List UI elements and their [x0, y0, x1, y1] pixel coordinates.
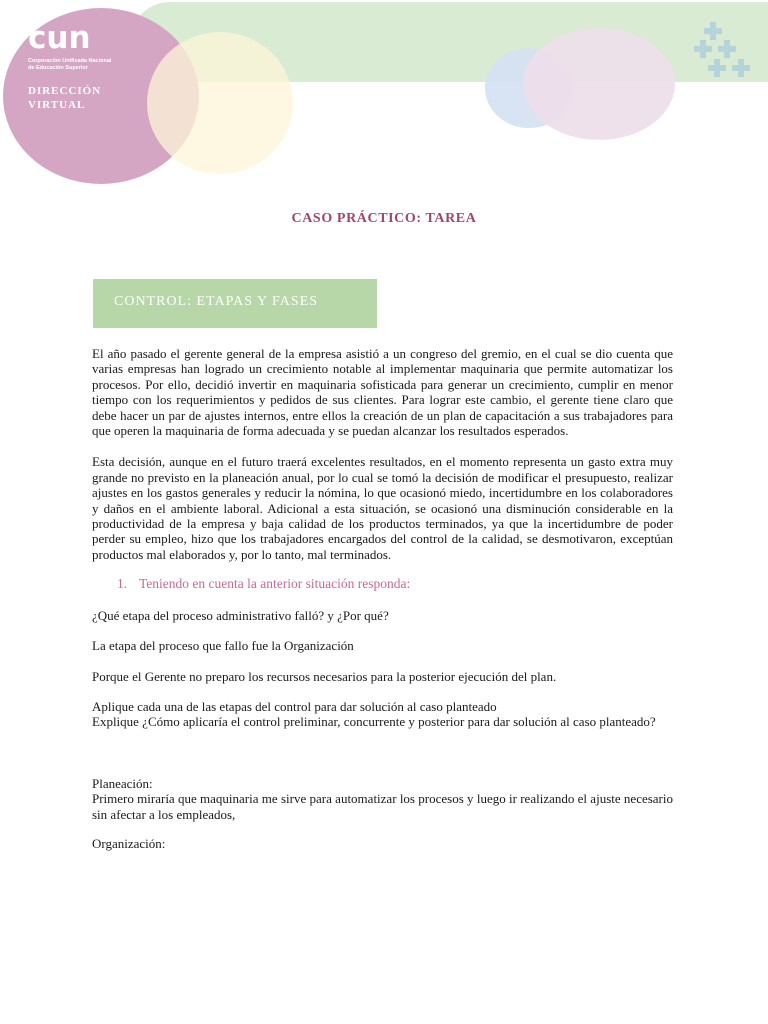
cun-logo — [28, 22, 138, 72]
department-line-1: DIRECCIÓN — [28, 85, 102, 97]
decorative-yellow-circle — [147, 32, 293, 174]
question-text: Teniendo en cuenta la anterior situación responda: — [139, 576, 411, 592]
question-3: Explique ¿Cómo aplicaría el control preliminar, concurrente y posterior para dar solución al caso planteado? — [92, 714, 656, 730]
document-body — [92, 346, 673, 851]
question-1: ¿Qué etapa del proceso administrativo falló? y ¿Por qué? — [92, 607, 389, 623]
plus-pattern-icon — [692, 20, 756, 82]
question-item — [117, 576, 673, 591]
case-paragraph-2: Esta decisión, aunque en el futuro traerá excelentes resultados, en el momento representa un gasto extra muy grande no previsto en la planeación anual, por lo cual se tomó la decisión de modificar el presupuesto, realizar ajustes en los gastos generales y reducir la nómina, lo que ocasionó miedo, incertidumbre en los colaboradores y daños en el ambiente laboral. Adicional a esta situación, se ocasionó una disminución considerable en la productividad de la empresa y baja calidad de los productos terminados, ya que la incertidumbre de poder perder su empleo, hizo que los trabajadores encargados del control de la calidad, se desmotivaron, exceptúan productos mal elaborados y, por lo tanto, mal terminados. — [92, 454, 673, 562]
answer-2: Porque el Gerente no preparo los recursos necesarios para la posterior ejecución del plan. — [92, 668, 557, 684]
cun-logo-mark — [28, 22, 128, 56]
section-heading: CONTROL: ETAPAS Y FASES — [93, 279, 377, 328]
logo-caption-line-1: Corporación Unificada Nacional — [28, 58, 112, 64]
logo-caption-line-2: de Educación Superior — [28, 65, 88, 71]
case-paragraph-1: El año pasado el gerente general de la empresa asistió a un congreso del gremio, en el cual se dio cuenta que varias empresas han logrado un crecimiento notable al implementar maquinaria que permite automatizar los procesos. Por ello, decidió invertir en maquinaria sofisticada para generar un crecimiento, cumplir en menor tiempo con los requerimientos y pedidos de sus clientes. Para lograr este cambio, el gerente tiene claro que debe hacer un par de ajustes internos, entre ellos la creación de un plan de capacitación a sus trabajadores para que operen la maquinaria de forma adecuada y se puedan alcanzar los resultados esperados. — [92, 346, 673, 439]
question-2: Aplique cada una de las etapas del control para dar solución al caso planteado — [92, 698, 497, 714]
planeacion-text: Primero miraría que maquinaria me sirve para automatizar los procesos y luego ir realizando el ajuste necesario sin afectar a los empleados, — [92, 791, 673, 822]
answer-1: La etapa del proceso que fallo fue la Organización — [92, 638, 354, 654]
plus-icon — [708, 59, 726, 77]
cun-logo-wordmark: cun — [28, 22, 91, 56]
organizacion-label: Organización: — [92, 835, 166, 851]
department-line-2: VIRTUAL — [28, 99, 86, 111]
department-label — [28, 84, 101, 112]
plus-icon — [704, 22, 722, 40]
page-title: CASO PRÁCTICO: TAREA — [291, 211, 477, 226]
planeacion-label: Planeación: — [92, 775, 153, 791]
plus-icon — [694, 40, 712, 58]
plus-icon — [718, 40, 736, 58]
decorative-lilac-circle — [523, 28, 675, 140]
page-header — [0, 0, 768, 200]
logo-caption — [28, 58, 138, 72]
question-number: 1. — [117, 576, 128, 592]
plus-icon — [732, 59, 750, 77]
